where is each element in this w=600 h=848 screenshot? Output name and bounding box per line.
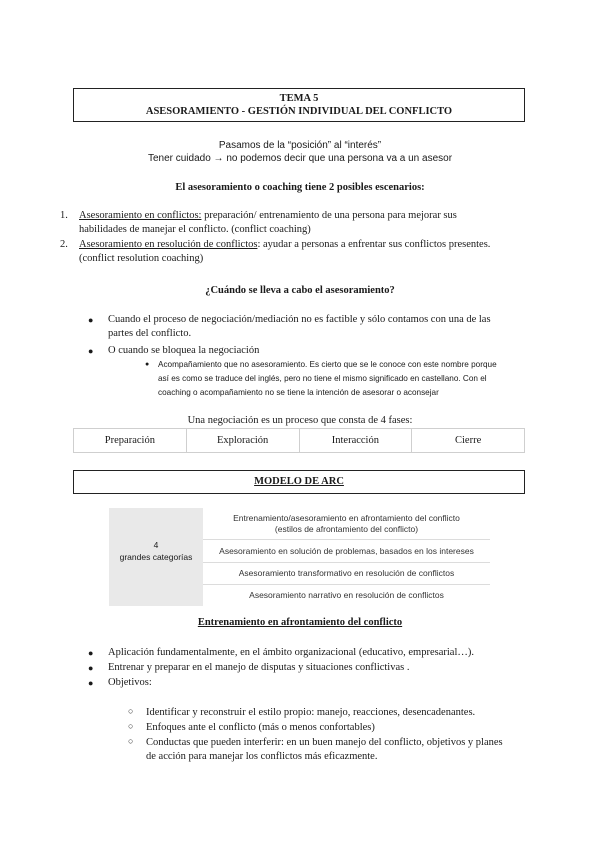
intro-line-2: Tener cuidado → no podemos decir que una persona va a un asesor [147,153,453,164]
hollow-bullet-icon: ○ [128,721,134,731]
objective-3-line-1: Conductas que pueden interferir: en un buen manejo del conflicto, objetivos y planes [146,737,503,748]
when-sub-line-1: Acompañamiento que no asesoramiento. Es cierto que se le conoce con este nombre porque [158,360,497,369]
scenario-number-2: 2. [60,239,68,250]
arc-row-1-line-1: Entrenamiento/asesoramiento en afrontamiento del conflicto [233,513,460,523]
arc-row-1 [203,508,490,540]
arc-row-4-line-1: Asesoramiento narrativo en resolución de conflictos [249,590,444,600]
sub-bullet-icon: ● [145,360,150,368]
training-bullet-3: Objetivos: [108,677,152,688]
scenario-term-2: Asesoramiento en resolución de conflictos [79,239,258,250]
title-box [73,88,525,122]
training-heading-text: Entrenamiento en afrontamiento del conflicto [197,617,403,628]
intro [0,139,600,165]
phase-cell: Preparación [74,429,187,453]
scenarios-heading: El asesoramiento o coaching tiene 2 posibles escenarios: [175,182,425,193]
scenario-number-1: 1. [60,210,68,221]
phases-caption: Una negociación es un proceso que consta de 4 fases: [187,415,413,426]
when-bullet-1-line-2: partes del conflicto. [108,328,192,339]
scenario-item-1 [60,209,525,237]
objective-3-line-2: de acción para manejar los conflictos más eficazmente. [146,751,378,762]
arc-model-table [109,508,490,606]
when-bullet-1 [108,313,526,341]
arc-row-4 [203,584,490,606]
arc-categories-cell [109,508,203,606]
training-bullet-2: Entrenar y preparar en el manejo de disputas y situaciones conflictivas . [108,662,410,673]
model-title: MODELO DE ARC [254,476,344,487]
phases-table [73,428,525,453]
arc-row-1-line-2: (estilos de afrontamiento del conflicto) [274,524,419,534]
arc-row-3 [203,562,490,585]
scenario-text-1a: preparación/ entrenamiento de una persona para mejorar sus [201,210,457,221]
arc-categories-label: grandes categorías [119,552,193,562]
when-bullet-2: O cuando se bloquea la negociación [108,345,260,356]
phase-cell: Interacción [299,429,412,453]
arc-row-3-line-1: Asesoramiento transformativo en resolución de conflictos [238,568,455,578]
hollow-bullet-icon: ○ [128,706,134,716]
bullet-icon: ● [88,346,94,356]
title-line-2: ASESORAMIENTO - GESTIÓN INDIVIDUAL DEL CONFLICTO [145,106,453,117]
when-sub-bullet [158,358,530,400]
bullet-icon: ● [88,663,94,673]
scenario-text-2a: : ayudar a personas a enfrentar sus conflictos presentes. [257,239,491,250]
training-heading [0,617,600,628]
arc-row-2-line-1: Asesoramiento en solución de problemas, basados en los intereses [219,546,474,556]
title-line-1: TEMA 5 [279,93,319,104]
when-sub-line-3: coaching o acompañamiento no se tiene la intención de asesorar o aconsejar [158,388,439,397]
scenario-term-1: Asesoramiento en conflictos: [79,210,202,221]
bullet-icon: ● [88,315,94,325]
scenario-text-2b: (conflict resolution coaching) [79,253,204,264]
arc-row-2 [203,540,490,563]
model-title-box [73,470,525,494]
scenario-text-1b: habilidades de manejar el conflicto. (conflict coaching) [79,224,311,235]
when-sub-line-2: así es como se traduce del inglés, pero no tiene el mismo significado en castellano. Con el [158,374,487,383]
bullet-icon: ● [88,648,94,658]
intro-line-1: Pasamos de la “posición” al “interés” [218,140,382,151]
training-bullet-1: Aplicación fundamentalmente, en el ámbito organizacional (educativo, empresarial…). [108,647,474,658]
when-bullet-1-line-1: Cuando el proceso de negociación/mediación no es factible y sólo contamos con una de las [108,314,491,325]
phase-cell: Exploración [186,429,299,453]
phase-cell: Cierre [412,429,525,453]
objective-3 [146,736,526,764]
bullet-icon: ● [88,678,94,688]
scenario-item-2 [60,238,525,266]
when-heading: ¿Cuándo se lleva a cabo el asesoramiento? [205,285,395,296]
arc-categories-count: 4 [153,540,159,550]
objective-2: Enfoques ante el conflicto (más o menos confortables) [146,722,375,733]
hollow-bullet-icon: ○ [128,736,134,746]
objective-1: Identificar y reconstruir el estilo propio: manejo, reacciones, desencadenantes. [146,707,476,718]
